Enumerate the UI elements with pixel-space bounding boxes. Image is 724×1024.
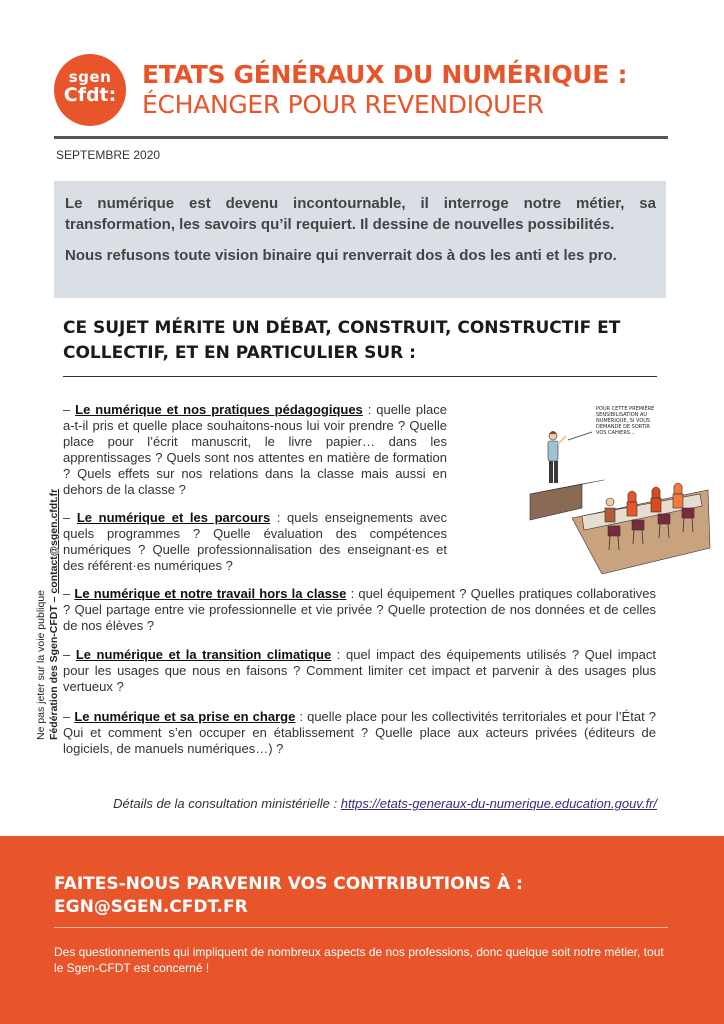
page-subtitle: ÉCHANGER POUR REVENDIQUER — [142, 90, 544, 119]
sgen-cfdt-logo — [54, 54, 126, 126]
topic-text: : quelle place a-t-il pris et quelle place souhaitons-nous lui voir prendre ? Quelle place pour l’écrit manuscrit, le livre papier… dans les apprentissages ? Quels sont nos attentes en matière de formation ? Quels effets sur nos relations dans la classe mais aussi en dehors de la classe ? — [63, 402, 447, 497]
topic-title: Le numérique et sa prise en charge — [74, 709, 296, 724]
topic-text: : quel équipement ? Quelles pratiques collaboratives ? Quel partage entre vie professionnelle et vie privée ? Quelle protection de nos données et de celles de nos élèves ? — [63, 586, 657, 633]
sidebar-line-2 — [48, 489, 61, 740]
contribution-email[interactable]: EGN@SGEN.CFDT.FR — [54, 897, 248, 917]
logo-line1: sgen — [68, 68, 112, 86]
topic-text: : quel impact des équipements utilisés ? Quel impact pour les usages que nous en faisons ? Comment limiter cet impact et parvenir à des usages plus vertueux ? — [63, 647, 656, 694]
cartoon-speech-line-5: VOS CAHIERS... — [596, 430, 635, 436]
cartoon-speech-line-2: SENSIBILISATION AU — [596, 412, 648, 418]
publication-date: SEPTEMBRE 2020 — [56, 148, 161, 162]
sidebar-email-link[interactable]: contact@sgen.cfdt.fr — [48, 488, 60, 594]
classroom-cartoon-illustration — [512, 398, 712, 574]
topic-title: Le numérique et notre travail hors la classe — [74, 586, 347, 601]
topic-governance — [63, 709, 656, 757]
header-divider — [54, 136, 668, 139]
cartoon-speech-line-4: DEMANDE DE SORTIR — [596, 424, 650, 430]
cartoon-speech-line-1: POUR CETTE PREMIÈRE — [596, 406, 655, 412]
topic-pedagogy — [63, 402, 447, 498]
page-title: ETATS GÉNÉRAUX DU NUMÉRIQUE : — [142, 60, 628, 89]
footer-banner — [0, 836, 724, 1024]
logo-line2: Cfdt: — [63, 84, 117, 106]
section-divider — [63, 376, 657, 377]
intro-paragraph-1: Le numérique est devenu incontournable, il interroge notre métier, sa transformation, les savoirs qu’il requiert. Il dessine de nouvelles possibilités. — [65, 195, 656, 233]
consultation-link[interactable]: https://etats-generaux-du-numerique.education.gouv.fr/ — [340, 796, 657, 811]
consultation-label: Détails de la consultation ministérielle : — [113, 796, 341, 811]
topic-climate — [63, 647, 656, 695]
consultation-details — [113, 796, 657, 811]
intro-box — [54, 181, 666, 298]
contribution-cta: FAITES-NOUS PARVENIR VOS CONTRIBUTIONS À : — [54, 874, 523, 894]
topic-title: Le numérique et les parcours — [76, 510, 271, 525]
topic-title: Le numérique et la transition climatique — [75, 647, 332, 662]
topic-work-outside-class — [63, 586, 656, 634]
cartoon-speech-line-3: NUMÉRIQUE, SI VOUS — [596, 418, 651, 424]
footer-message: Des questionnements qui impliquent de nombreux aspects de nos professions, donc quelque soit notre métier, tout le Sgen-CFDT est concerné ! — [54, 945, 664, 975]
section-heading: CE SUJET MÉRITE UN DÉBAT, CONSTRUIT, CONSTRUCTIF ET COLLECTIF, ET EN PARTICULIER SUR : — [63, 318, 621, 363]
topic-parcours — [63, 510, 447, 574]
topic-dash: – — [63, 709, 75, 724]
topic-dash: – — [63, 586, 75, 601]
topic-dash: – — [63, 510, 77, 525]
sidebar-line-1: Ne pas jeter sur la voie publique — [35, 589, 47, 740]
topic-text: : quels enseignements avec quels programmes ? Quelle évaluation des compétences numériques ? Quelle professionnalisation des enseignant·es et des référent·es numériques ? — [63, 510, 447, 573]
intro-paragraph-2: Nous refusons toute vision binaire qui renverrait dos à dos les anti et les pro. — [65, 247, 617, 264]
vertical-sidebar-text — [35, 489, 61, 740]
footer-divider — [54, 927, 668, 928]
topic-dash: – — [63, 647, 76, 662]
sidebar-federation: Fédération des Sgen-CFDT – — [48, 593, 60, 740]
topic-dash: – — [63, 402, 76, 417]
topic-title: Le numérique et nos pratiques pédagogiques — [75, 402, 363, 417]
topic-text: : quelle place pour les collectivités territoriales et pour l’État ? Qui et comment s’en occuper en établissement ? Quelle place aux acteurs privées (éditeurs de logiciels, de manuels numériques…) ? — [63, 709, 656, 756]
